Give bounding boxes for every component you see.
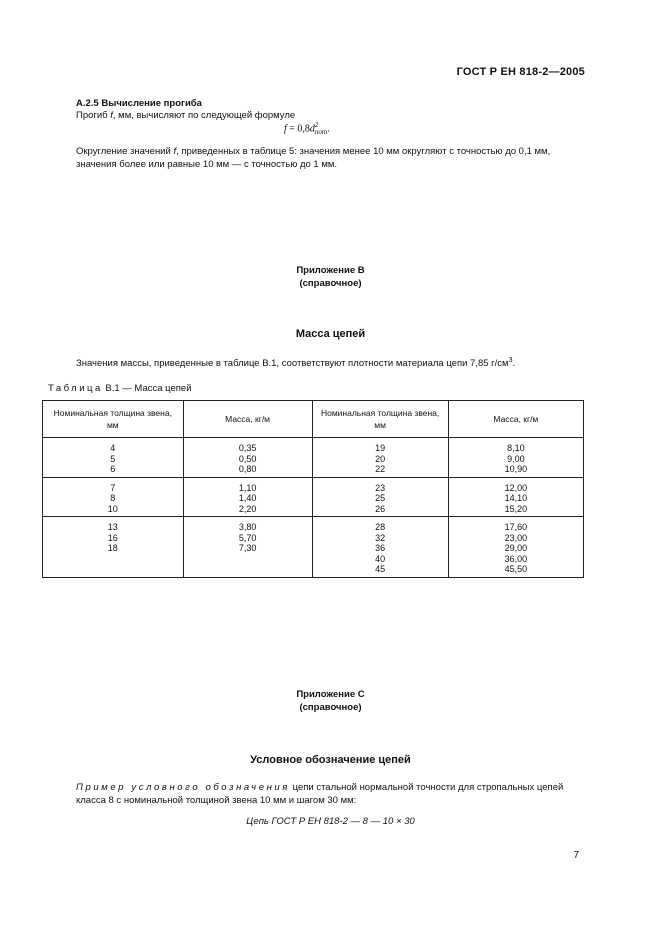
table-header-row bbox=[43, 401, 584, 438]
appendix-b-label-block bbox=[0, 264, 661, 290]
thickness-left-cell: 13 16 18 bbox=[43, 517, 184, 578]
appendix-c-label-block bbox=[0, 688, 661, 714]
section-a25-title: А.2.5 Вычисление прогиба bbox=[76, 98, 202, 109]
appendix-b-label: Приложение В bbox=[296, 265, 365, 276]
table-row bbox=[43, 517, 584, 578]
deflection-intro: Прогиб f, мм, вычисляют по следующей формуле bbox=[76, 110, 296, 121]
chain-mass-table bbox=[42, 400, 584, 578]
table-row bbox=[43, 438, 584, 478]
mass-left-cell: 0,35 0,50 0,80 bbox=[183, 438, 312, 478]
header-thickness-left: Номинальная толщина звена, мм bbox=[43, 401, 184, 438]
table-row bbox=[43, 477, 584, 517]
mass-right-cell: 17,60 23,00 29,00 36,00 45,50 bbox=[448, 517, 583, 578]
rounding-paragraph: Округление значений f, приведенных в таблице 5: значения менее 10 мм округляют с точностью до 0,1 мм, значения более или равные 10 мм — с точностью до 1 мм. bbox=[76, 146, 551, 170]
example-paragraph: Пример условного обозначения цепи стальной нормальной точности для стропальных цепей класса 8 с номинальной толщиной звена 10 мм и шагом 30 мм: bbox=[76, 782, 564, 806]
thickness-left-cell: 7 8 10 bbox=[43, 477, 184, 517]
thickness-right-cell: 28 32 36 40 45 bbox=[312, 517, 448, 578]
density-paragraph: Значения массы, приведенные в таблице В.1, соответствуют плотности материала цепи 7,85 $г/см^3$. bbox=[76, 357, 516, 370]
thickness-right-cell: 19 20 22 bbox=[312, 438, 448, 478]
header-thickness-right: Номинальная толщина звена, мм bbox=[312, 401, 448, 438]
mass-left-cell: 3,80 5,70 7,30 bbox=[183, 517, 312, 578]
appendix-b-type: (справочное) bbox=[299, 278, 362, 289]
header-mass-left: Масса, кг/м bbox=[183, 401, 312, 438]
mass-right-cell: 8,10 9,00 10,90 bbox=[448, 438, 583, 478]
document-header-standard: ГОСТ Р ЕН 818-2—2005 bbox=[456, 66, 585, 78]
chain-designation-example: Цепь ГОСТ Р ЕН 818-2 — 8 — 10 × 30 bbox=[246, 816, 415, 827]
appendix-c-type: (справочное) bbox=[299, 702, 362, 713]
thickness-left-cell: 4 5 6 bbox=[43, 438, 184, 478]
deflection-formula: f = 0,8d 2 nom . bbox=[284, 121, 330, 136]
mass-left-cell: 1,10 1,40 2,20 bbox=[183, 477, 312, 517]
appendix-b-title: Масса цепей bbox=[295, 328, 366, 340]
table-caption: Таблица В.1 — Масса цепей bbox=[48, 383, 192, 394]
mass-right-cell: 12,00 14,10 15,20 bbox=[448, 477, 583, 517]
header-mass-right: Масса, кг/м bbox=[448, 401, 583, 438]
page-number: 7 bbox=[573, 850, 579, 861]
thickness-right-cell: 23 25 26 bbox=[312, 477, 448, 517]
appendix-c-label: Приложение С bbox=[296, 689, 365, 700]
appendix-c-title: Условное обозначение цепей bbox=[250, 754, 411, 766]
